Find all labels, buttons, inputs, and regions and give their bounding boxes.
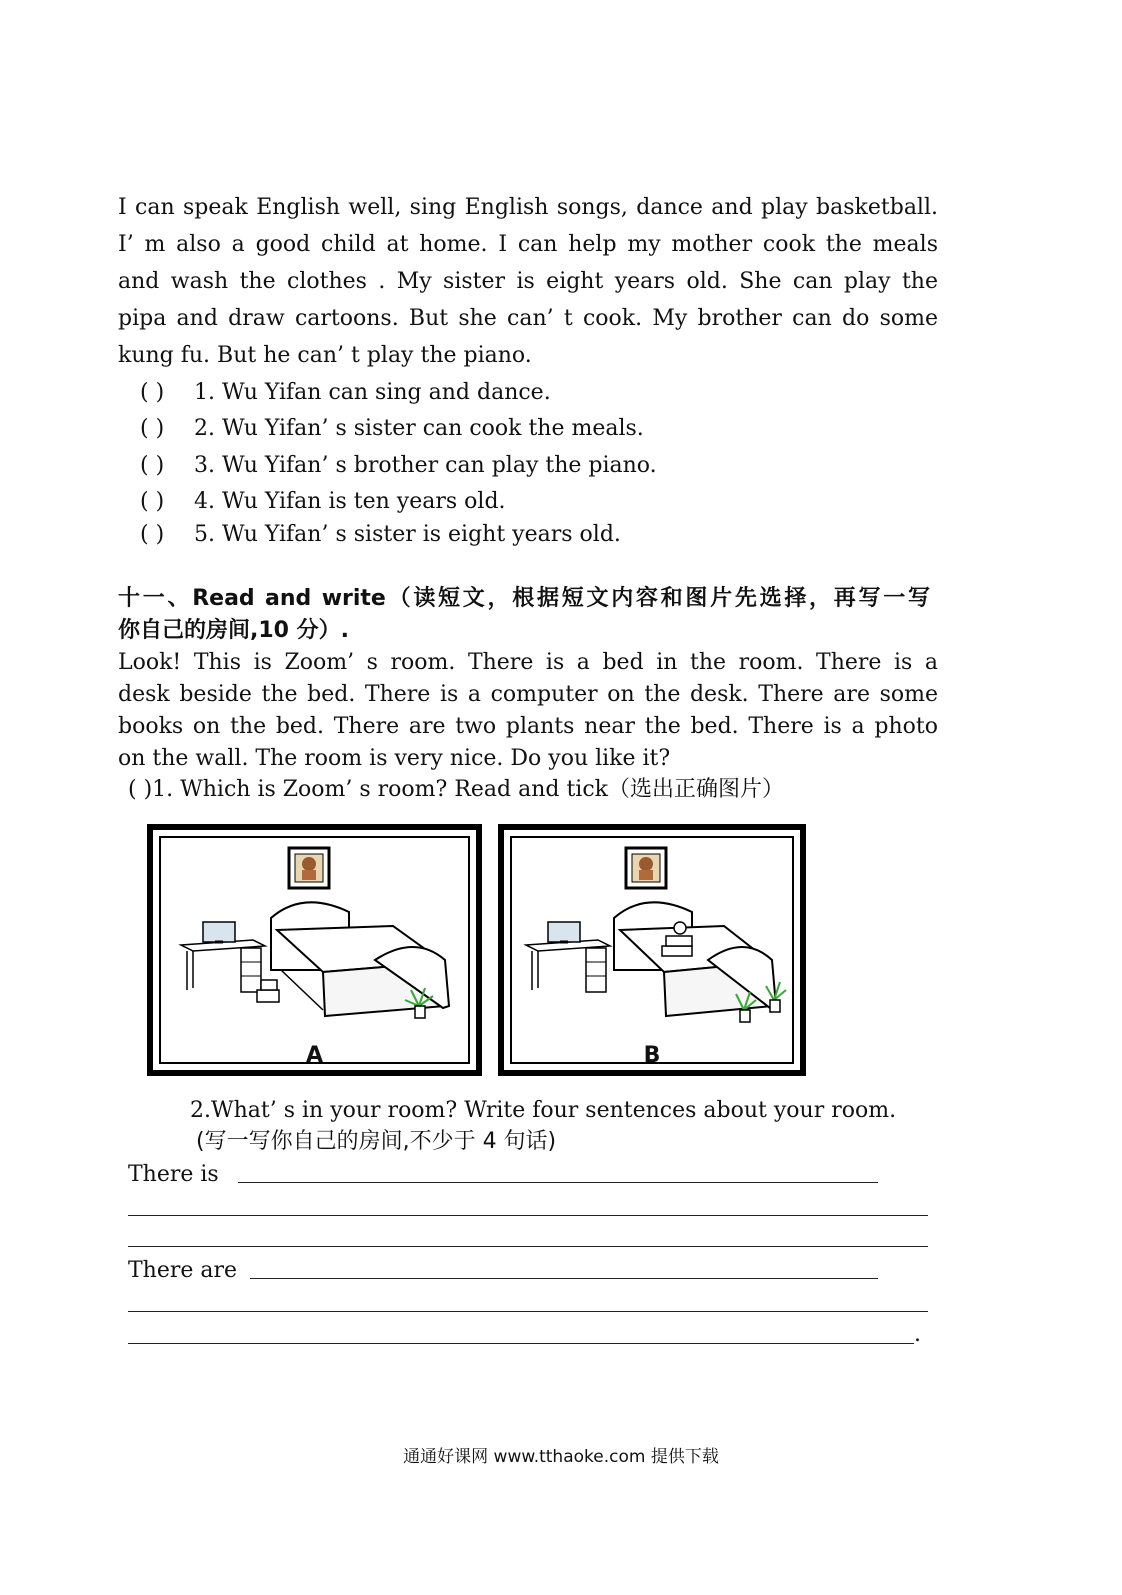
answer-blank[interactable]: ( ): [140, 453, 165, 478]
room-picture-b[interactable]: [498, 824, 806, 1076]
tf-question-2: [140, 415, 644, 443]
section-11-heading-line-1: 十一、Read and write（读短文，根据短文内容和图片先选择，再写一写: [118, 586, 930, 611]
answer-blank[interactable]: ( ): [140, 489, 165, 514]
question-which-room: ( )1. Which is Zoom’ s room? Read and tick（选出正确图片）: [128, 777, 784, 802]
bedroom-illustration-b: [504, 830, 800, 1070]
writing-line-5[interactable]: [128, 1311, 928, 1312]
tf-question-3: [140, 452, 657, 480]
section-11-heading: [118, 583, 930, 647]
page-footer: 通通好课网 www.tthaoke.com 提供下载: [403, 1447, 719, 1467]
passage1-line-1: I can speak English well, sing English songs, dance and play basketball.: [118, 195, 938, 220]
question-text: 5. Wu Yifan’ s sister is eight years old.: [194, 522, 621, 547]
passage1-line-4: pipa and draw cartoons. But she can’ t cook. My brother can do some: [118, 306, 938, 331]
section-11-heading-line-2: 你自己的房间,10 分）.: [118, 618, 349, 643]
question-whats-in-room: 2.What’ s in your room? Write four sentences about your room.: [190, 1098, 897, 1123]
answer-blank[interactable]: ( ): [140, 522, 165, 547]
end-period: .: [914, 1322, 921, 1347]
writing-line-1[interactable]: [238, 1182, 878, 1183]
passage2-line-2: desk beside the bed. There is a computer on the desk. There are some: [118, 682, 938, 707]
question-instruction: (写一写你自己的房间,不少于 4 句话): [196, 1129, 557, 1154]
passage1-line-2: I’ m also a good child at home. I can help my mother cook the meals: [118, 232, 938, 257]
picture-a-label: A: [305, 1043, 324, 1068]
there-are-prompt: There are: [128, 1258, 238, 1283]
passage2-line-3: books on the bed. There are two plants near the bed. There is a photo: [118, 714, 938, 739]
room-picture-a[interactable]: [147, 824, 482, 1076]
writing-line-2[interactable]: [128, 1215, 928, 1216]
passage1-line-5: kung fu. But he can’ t play the piano.: [118, 343, 532, 368]
passage2-line-4: on the wall. The room is very nice. Do you like it?: [118, 746, 671, 771]
question-text: 4. Wu Yifan is ten years old.: [194, 489, 506, 514]
writing-line-6[interactable]: [128, 1343, 914, 1344]
picture-b-label: B: [643, 1043, 661, 1068]
passage2-line-1: Look! This is Zoom’ s room. There is a bed in the room. There is a: [118, 650, 938, 675]
there-is-prompt: There is: [128, 1162, 219, 1187]
writing-line-4[interactable]: [250, 1278, 878, 1279]
question-text: 2. Wu Yifan’ s sister can cook the meals.: [194, 416, 644, 441]
tf-question-4: [140, 488, 506, 516]
passage1-line-3: and wash the clothes . My sister is eight years old. She can play the: [118, 269, 938, 294]
answer-blank[interactable]: ( ): [140, 380, 165, 405]
tf-question-1: [140, 379, 551, 407]
question-text: 3. Wu Yifan’ s brother can play the piano.: [194, 453, 657, 478]
question-text: 1. Wu Yifan can sing and dance.: [194, 380, 551, 405]
tf-question-5: [140, 521, 621, 549]
writing-line-3[interactable]: [128, 1246, 928, 1247]
answer-blank[interactable]: ( ): [140, 416, 165, 441]
bedroom-illustration-a: [153, 830, 476, 1070]
